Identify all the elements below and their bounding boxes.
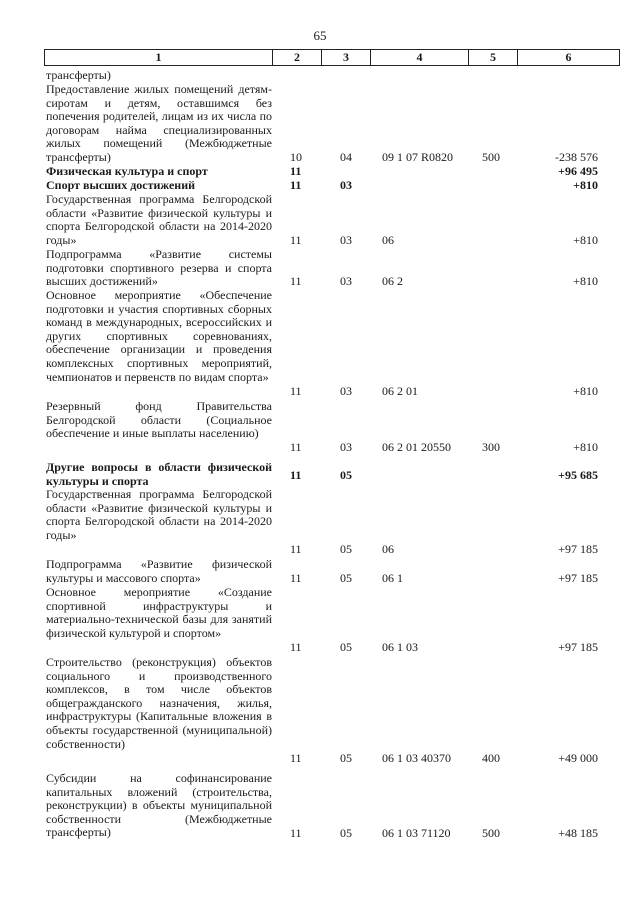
row-target-code: 06 1 03 40370 bbox=[382, 751, 451, 765]
row-name: Другие вопросы в области физической культуры и спорта bbox=[46, 460, 272, 488]
row-subsection: 05 bbox=[340, 751, 352, 765]
row-name: Предоставление жилых помещений детям-сиротам и детям, оставшимся без попечения родителей, лицам из их числа по договорам найма специализированных жилых помещений (Межбюджетные трансферты) bbox=[46, 82, 272, 164]
column-header: 5 bbox=[469, 50, 518, 66]
row-section: 11 bbox=[290, 384, 302, 398]
row-section: 11 bbox=[290, 826, 302, 840]
row-target-code: 06 1 03 71120 bbox=[382, 826, 451, 840]
row-amount: +810 bbox=[573, 178, 598, 192]
row-section: 11 bbox=[290, 542, 302, 556]
row-subsection: 05 bbox=[340, 468, 352, 482]
row-target-code: 06 1 03 bbox=[382, 640, 418, 654]
row-name: Основное мероприятие «Обеспечение подготовки и участия спортивных сборных команд в международных, всероссийских и других спортивных соревнованиях, обеспечение организации и проведения комплексных спортивных мероприятий, чемпионатов и первенств по видам спорта» bbox=[46, 288, 272, 384]
row-amount: +96 495 bbox=[558, 164, 598, 178]
row-target-code: 06 1 bbox=[382, 571, 403, 585]
column-header: 4 bbox=[371, 50, 469, 66]
row-section: 11 bbox=[290, 468, 302, 482]
row-target-code: 06 2 01 bbox=[382, 384, 418, 398]
column-header: 2 bbox=[273, 50, 322, 66]
row-name: Резервный фонд Правительства Белгородской области (Социальное обеспечение и иные выплаты населению) bbox=[46, 399, 272, 441]
row-name: Государственная программа Белгородской области «Развитие физической культуры и спорта Белгородской области на 2014-2020 годы» bbox=[46, 192, 272, 247]
row-name: Государственная программа Белгородской области «Развитие физической культуры и спорта Белгородской области на 2014-2020 годы» bbox=[46, 487, 272, 542]
row-subsection: 05 bbox=[340, 640, 352, 654]
row-amount: -238 576 bbox=[555, 150, 598, 164]
row-expense-type: 500 bbox=[482, 826, 500, 840]
row-subsection: 03 bbox=[340, 274, 352, 288]
row-subsection: 05 bbox=[340, 826, 352, 840]
column-header: 1 bbox=[45, 50, 273, 66]
row-section: 11 bbox=[290, 164, 302, 178]
page-number: 65 bbox=[313, 28, 327, 43]
row-amount: +97 185 bbox=[558, 542, 598, 556]
row-name: трансферты) bbox=[46, 68, 111, 82]
row-amount: +97 185 bbox=[558, 640, 598, 654]
row-amount: +48 185 bbox=[558, 826, 598, 840]
row-target-code: 09 1 07 R0820 bbox=[382, 150, 454, 164]
row-target-code: 06 2 bbox=[382, 274, 403, 288]
row-amount: +810 bbox=[573, 384, 598, 398]
row-amount: +49 000 bbox=[558, 751, 598, 765]
row-amount: +95 685 bbox=[558, 468, 598, 482]
row-amount: +810 bbox=[573, 233, 598, 247]
row-expense-type: 300 bbox=[482, 440, 500, 454]
row-subsection: 05 bbox=[340, 542, 352, 556]
row-target-code: 06 2 01 20550 bbox=[382, 440, 451, 454]
row-name: Основное мероприятие «Создание спортивной инфраструктуры и материально-технической базы для занятий физической культурой и спортом» bbox=[46, 585, 272, 640]
row-expense-type: 400 bbox=[482, 751, 500, 765]
row-amount: +810 bbox=[573, 274, 598, 288]
row-name: Субсидии на софинансирование капитальных вложений (строительства, реконструкции) в объекты муниципальной собственности (Межбюджетные трансферты) bbox=[46, 771, 272, 840]
row-section: 11 bbox=[290, 640, 302, 654]
row-subsection: 03 bbox=[340, 233, 352, 247]
row-section: 11 bbox=[290, 178, 302, 192]
row-section: 11 bbox=[290, 233, 302, 247]
row-amount: +97 185 bbox=[558, 571, 598, 585]
row-section: 10 bbox=[290, 150, 302, 164]
row-subsection: 05 bbox=[340, 571, 352, 585]
row-section: 11 bbox=[290, 440, 302, 454]
column-header: 6 bbox=[518, 50, 620, 66]
row-name: Подпрограмма «Развитие системы подготовки спортивного резерва и спорта высших достижений» bbox=[46, 247, 272, 289]
row-target-code: 06 bbox=[382, 233, 394, 247]
row-section: 11 bbox=[290, 751, 302, 765]
row-subsection: 03 bbox=[340, 440, 352, 454]
row-section: 11 bbox=[290, 274, 302, 288]
row-section: 11 bbox=[290, 571, 302, 585]
row-name: Спорт высших достижений bbox=[46, 178, 196, 192]
row-name: Строительство (реконструкция) объектов социального и производственного комплексов, в том числе объектов общегражданского назначения, жилья, инфраструктуры (Капитальные вложения в объекты государственной (муниципальной) собственности) bbox=[46, 655, 272, 751]
row-amount: +810 bbox=[573, 440, 598, 454]
row-subsection: 03 bbox=[340, 178, 352, 192]
row-expense-type: 500 bbox=[482, 150, 500, 164]
column-header: 3 bbox=[322, 50, 371, 66]
row-subsection: 04 bbox=[340, 150, 352, 164]
row-target-code: 06 bbox=[382, 542, 394, 556]
row-name: Физическая культура и спорт bbox=[46, 164, 208, 178]
row-name: Подпрограмма «Развитие физической культуры и массового спорта» bbox=[46, 557, 272, 585]
row-subsection: 03 bbox=[340, 384, 352, 398]
